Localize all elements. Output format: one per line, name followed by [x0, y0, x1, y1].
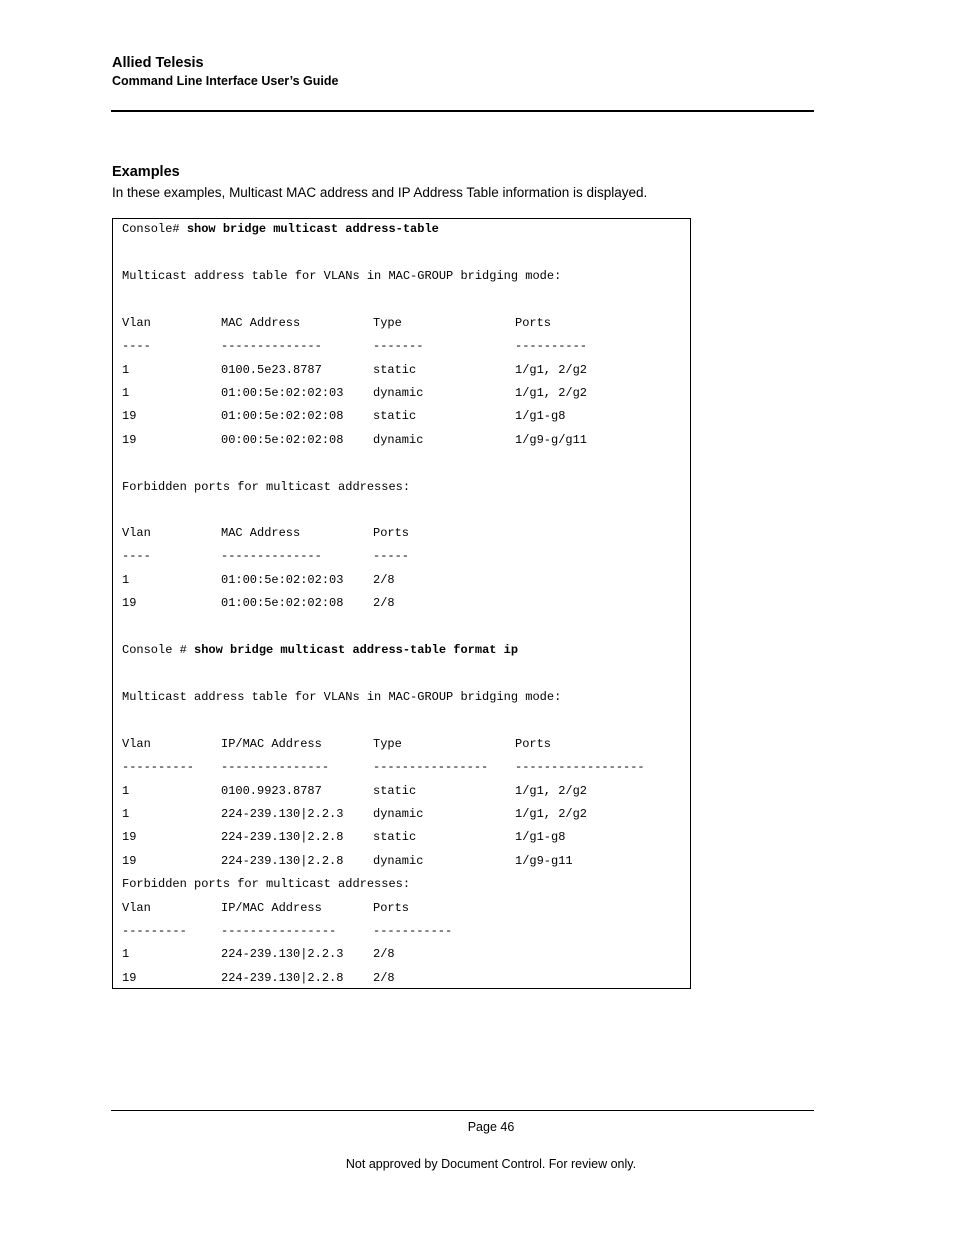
separator-cell: -------------- [221, 549, 322, 563]
ports-cell: 1/g9-g11 [515, 854, 573, 868]
table-header-row [122, 315, 552, 331]
table-separator-row [122, 548, 410, 564]
header-cell: Vlan [122, 316, 151, 330]
ports-cell: 1/g1, 2/g2 [515, 784, 588, 798]
console-output-box [112, 218, 691, 989]
address-cell: 224-239.130|2.2.8 [221, 971, 344, 985]
vlan-cell: 1 [122, 807, 130, 821]
header-cell: Vlan [122, 526, 151, 540]
separator-cell: ----- [373, 549, 410, 563]
address-cell: 224-239.130|2.2.8 [221, 854, 344, 868]
vlan-cell: 1 [122, 386, 130, 400]
table-separator-row [122, 759, 645, 775]
page-number: Page 46 [467, 1120, 515, 1134]
header-divider [111, 110, 814, 112]
table-row [122, 595, 395, 611]
table-header-row [122, 736, 552, 752]
address-cell: 224-239.130|2.2.8 [221, 830, 344, 844]
ports-cell: 2/8 [373, 596, 395, 610]
table-row [122, 385, 588, 401]
address-cell: 01:00:5e:02:02:03 [221, 386, 344, 400]
console-command-line [122, 221, 439, 237]
separator-cell: ------- [373, 339, 424, 353]
table-header-row [122, 525, 410, 541]
console-command: show bridge multicast address-table [186, 222, 439, 236]
header-cell: Vlan [122, 737, 151, 751]
console-command: show bridge multicast address-table format ip [194, 643, 519, 657]
table-row [122, 572, 395, 588]
ports-cell: 1/g9-g/g11 [515, 433, 588, 447]
table-header-row [122, 900, 410, 916]
type-cell: static [373, 409, 417, 423]
separator-cell: ---- [122, 339, 151, 353]
separator-cell: ---------------- [221, 924, 337, 938]
section-title: Examples [112, 164, 180, 180]
table-separator-row [122, 338, 588, 354]
separator-cell: ---------------- [373, 760, 489, 774]
type-cell: static [373, 363, 417, 377]
ports-cell: 1/g1, 2/g2 [515, 807, 588, 821]
type-cell: dynamic [373, 854, 424, 868]
separator-cell: -------------- [221, 339, 322, 353]
header-cell: IP/MAC Address [221, 737, 322, 751]
vlan-cell: 19 [122, 596, 137, 610]
vlan-cell: 1 [122, 947, 130, 961]
address-cell: 224-239.130|2.2.3 [221, 807, 344, 821]
address-cell: 224-239.130|2.2.3 [221, 947, 344, 961]
header-cell: Vlan [122, 901, 151, 915]
header-cell: Type [373, 316, 402, 330]
console-command-line [122, 642, 518, 658]
table-title: Multicast address table for VLANs in MAC-GROUP bridging mode: [122, 269, 562, 283]
type-cell: static [373, 784, 417, 798]
review-notice: Not approved by Document Control. For review only. [345, 1157, 637, 1171]
address-cell: 0100.9923.8787 [221, 784, 322, 798]
separator-cell: ----------- [373, 924, 453, 938]
header-cell: MAC Address [221, 316, 301, 330]
table-row [122, 362, 588, 378]
header-guide-title: Command Line Interface User’s Guide [112, 74, 339, 88]
ports-cell: 2/8 [373, 947, 395, 961]
header-cell: Ports [515, 316, 552, 330]
vlan-cell: 19 [122, 971, 137, 985]
vlan-cell: 19 [122, 830, 137, 844]
address-cell: 01:00:5e:02:02:03 [221, 573, 344, 587]
header-company: Allied Telesis [112, 55, 204, 71]
table-title: Multicast address table for VLANs in MAC-GROUP bridging mode: [122, 690, 562, 704]
vlan-cell: 19 [122, 433, 137, 447]
ports-cell: 1/g1-g8 [515, 830, 566, 844]
type-cell: static [373, 830, 417, 844]
vlan-cell: 1 [122, 573, 130, 587]
vlan-cell: 1 [122, 363, 130, 377]
ports-cell: 1/g1, 2/g2 [515, 363, 588, 377]
separator-cell: ---- [122, 549, 151, 563]
header-cell: MAC Address [221, 526, 301, 540]
table-row [122, 432, 588, 448]
vlan-cell: 19 [122, 854, 137, 868]
vlan-cell: 1 [122, 784, 130, 798]
console-prompt: Console # [122, 643, 195, 657]
separator-cell: ---------- [122, 760, 195, 774]
separator-cell: ------------------ [515, 760, 645, 774]
table-row [122, 408, 566, 424]
forbidden-ports-title: Forbidden ports for multicast addresses: [122, 480, 411, 494]
separator-cell: --------- [122, 924, 187, 938]
ports-cell: 1/g1-g8 [515, 409, 566, 423]
address-cell: 01:00:5e:02:02:08 [221, 409, 344, 423]
header-cell: Ports [373, 526, 410, 540]
header-cell: Ports [515, 737, 552, 751]
type-cell: dynamic [373, 433, 424, 447]
header-cell: IP/MAC Address [221, 901, 322, 915]
header-cell: Type [373, 737, 402, 751]
section-intro: In these examples, Multicast MAC address and IP Address Table information is displayed. [112, 185, 648, 200]
table-row [122, 946, 395, 962]
separator-cell: --------------- [221, 760, 330, 774]
address-cell: 0100.5e23.8787 [221, 363, 322, 377]
address-cell: 00:00:5e:02:02:08 [221, 433, 344, 447]
console-prompt: Console# [122, 222, 187, 236]
header-cell: Ports [373, 901, 410, 915]
separator-cell: ---------- [515, 339, 588, 353]
table-row [122, 783, 588, 799]
vlan-cell: 19 [122, 409, 137, 423]
type-cell: dynamic [373, 807, 424, 821]
table-row [122, 853, 573, 869]
ports-cell: 2/8 [373, 573, 395, 587]
type-cell: dynamic [373, 386, 424, 400]
ports-cell: 1/g1, 2/g2 [515, 386, 588, 400]
footer-divider [111, 1110, 814, 1111]
ports-cell: 2/8 [373, 971, 395, 985]
address-cell: 01:00:5e:02:02:08 [221, 596, 344, 610]
table-separator-row [122, 923, 453, 939]
table-row [122, 806, 588, 822]
table-row [122, 970, 395, 986]
table-row [122, 829, 566, 845]
forbidden-ports-title: Forbidden ports for multicast addresses: [122, 877, 411, 891]
